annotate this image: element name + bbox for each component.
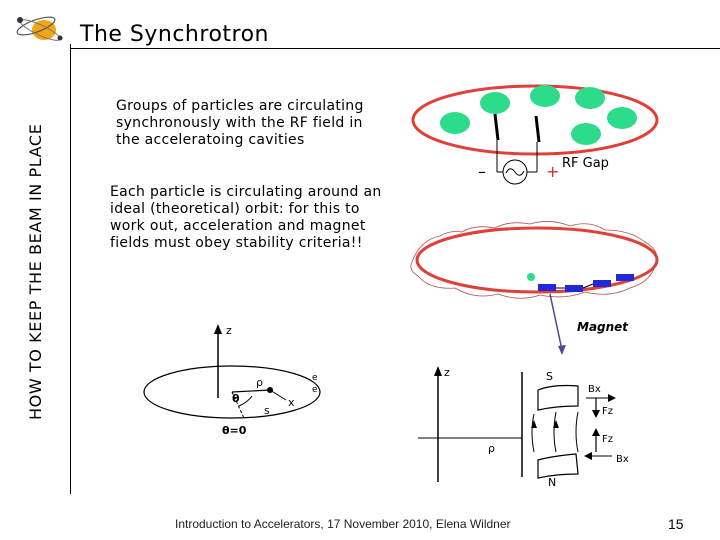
south-pole-label: S (546, 370, 553, 383)
theta-label: θ (232, 392, 240, 405)
minus-sign: – (478, 162, 486, 181)
magnetic-field-figure (418, 362, 648, 492)
side-title: HOW TO KEEP THE BEAM IN PLACE (26, 123, 45, 420)
particle-bunch (480, 92, 510, 114)
theta-zero-label: θ=0 (222, 424, 247, 437)
particle-bunch (571, 123, 601, 145)
particle-bunch (530, 85, 560, 107)
particle-bunch (607, 107, 637, 129)
page-title: The Synchrotron (80, 22, 269, 47)
paragraph-ideal-orbit: Each particle is circulating around an ideal (theoretical) orbit: for this to work out, acceleration and magnet fields must obey stability criteria!! (110, 184, 382, 251)
fz-label-top: Fz (602, 406, 614, 417)
plus-sign: + (546, 162, 560, 181)
s-label: s (264, 404, 270, 417)
magnet-label: Magnet (577, 320, 629, 334)
particle-bunch (440, 112, 470, 134)
side-divider (70, 44, 71, 494)
north-pole-label: N (548, 476, 557, 489)
fz-label-bottom: Fz (602, 434, 614, 445)
rho-label: ρ (488, 442, 495, 455)
rf-gap-plate (536, 116, 539, 142)
page-number: 15 (668, 516, 684, 532)
title-divider (70, 48, 720, 49)
axis-z-label: z (226, 324, 232, 337)
axis-z-label: z (444, 366, 450, 379)
rf-ring-diagram (400, 60, 670, 190)
rf-gap-plate (495, 114, 498, 140)
coordinate-system-figure (140, 318, 340, 438)
axis-x-label: x (288, 396, 295, 409)
footer: Introduction to Accelerators, 17 November 2010, Elena Wildner (175, 517, 511, 531)
magnet (538, 284, 556, 291)
bx-label-bottom: Bx (616, 454, 629, 465)
magnet-ring-diagram (400, 200, 680, 360)
ez-label: e (312, 373, 318, 383)
ex-label: e (312, 385, 318, 395)
magnet-pointer-arrow (550, 294, 562, 350)
magnet (593, 280, 611, 287)
magnet (616, 274, 634, 281)
rf-gap-label: RF Gap (562, 156, 609, 171)
paragraph-bunches: Groups of particles are circulating synchronously with the RF field in the acceleratoing cavities (116, 98, 364, 148)
bx-label-top: Bx (588, 384, 601, 395)
rho-label: ρ (256, 376, 263, 389)
magnet (565, 285, 583, 292)
particle-bunch (575, 87, 605, 109)
particle (527, 273, 535, 281)
